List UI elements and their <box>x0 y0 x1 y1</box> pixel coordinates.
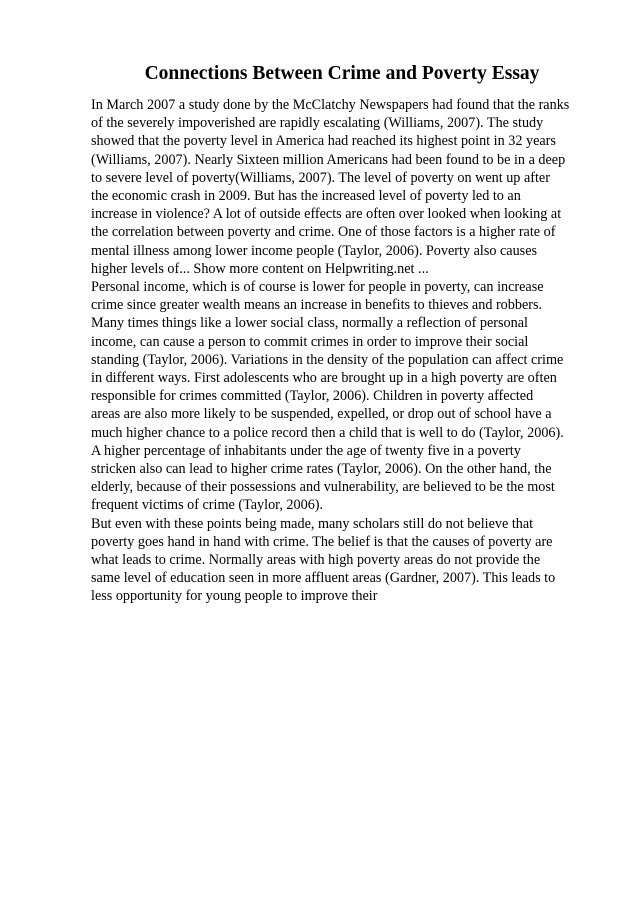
text-line: of the severely impoverished are rapidly escalating (Williams, 2007). The study <box>91 115 544 132</box>
text-line: mental illness among lower income people (Taylor, 2006). Poverty also causes <box>91 242 538 259</box>
text-line: Personal income, which is of course is lower for people in poverty, can increase <box>91 279 544 296</box>
text-line: responsible for crimes committed (Taylor, 2006). Children in poverty affected <box>91 388 534 405</box>
text-line: (Williams, 2007). Nearly Sixteen million Americans had been found to be in a deep <box>91 151 566 168</box>
text-line: In March 2007 a study done by the McClatchy Newspapers had found that the ranks <box>91 97 570 113</box>
document-title: Connections Between Crime and Poverty Essay <box>144 63 540 84</box>
text-line: increase in violence? A lot of outside effects are often over looked when looking at <box>91 206 562 223</box>
text-line: same level of education seen in more affluent areas (Gardner, 2007). This leads to <box>91 570 556 587</box>
text-line: to severe level of poverty(Williams, 2007). The level of poverty on went up after <box>91 169 550 186</box>
text-line: A higher percentage of inhabitants under the age of twenty five in a poverty <box>91 442 521 459</box>
text-line: the correlation between poverty and crime. One of those factors is a higher rate of <box>91 224 556 241</box>
text-line: crime since greater wealth means an increase in benefits to thieves and robbers. <box>91 297 543 314</box>
text-line: income, can cause a person to commit crimes in order to improve their social <box>91 333 529 350</box>
text-line: elderly, because of their possessions and vulnerability, are believed to be the most <box>91 479 555 496</box>
text-line: the economic crash in 2009. But has the increased level of poverty led to an <box>91 188 521 205</box>
text-line: what leads to crime. Normally areas with high poverty areas do not provide the <box>91 552 541 569</box>
text-line: areas are also more likely to be suspended, expelled, or drop out of school have a <box>91 406 552 423</box>
text-line: But even with these points being made, many scholars still do not believe that <box>91 515 534 532</box>
show-more-line: higher levels of... Show more content on Helpwriting.net ... <box>91 260 429 277</box>
text-line: standing (Taylor, 2006). Variations in the density of the population can affect crime <box>91 351 564 368</box>
text-line: much higher chance to a police record then a child that is well to do (Taylor, 2006). <box>91 424 564 441</box>
essay-body <box>91 96 601 606</box>
text-line: less opportunity for young people to improve their <box>91 588 378 605</box>
text-line: poverty goes hand in hand with crime. The belief is that the causes of poverty are <box>91 533 553 550</box>
text-line: frequent victims of crime (Taylor, 2006). <box>91 497 324 514</box>
text-line: in different ways. First adolescents who are brought up in a high poverty are often <box>91 370 557 387</box>
text-line: showed that the poverty level in America had reached its highest point in 32 years <box>91 133 556 150</box>
text-line: Many times things like a lower social class, normally a reflection of personal <box>91 315 528 332</box>
text-line: stricken also can lead to higher crime rates (Taylor, 2006). On the other hand, the <box>91 461 552 478</box>
